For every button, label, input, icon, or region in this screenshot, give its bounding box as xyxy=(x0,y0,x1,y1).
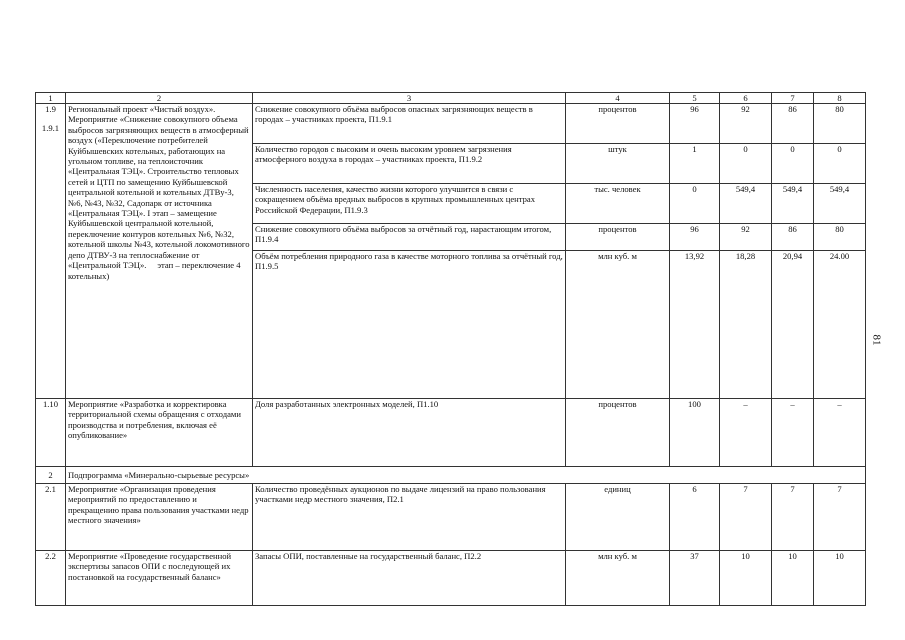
indicator-text: Снижение совокупного объёма выбросов опасных загрязняющих веществ в городах – участниках проекта, П1.9.1 xyxy=(253,104,566,144)
indicator-text: Численность населения, качество жизни которого улучшится в связи с сокращением объёма вредных выбросов в крупных промышленных центрах Российской Федерации, П1.9.3 xyxy=(253,184,566,224)
value-col6: 92 xyxy=(720,224,772,251)
unit-cell: процентов xyxy=(566,399,670,467)
header-col-7: 7 xyxy=(772,93,814,104)
indicator-text: Объём потребления природного газа в качестве моторного топлива за отчётный год, П1.9.5 xyxy=(253,251,566,399)
unit-cell: процентов xyxy=(566,224,670,251)
project-name: Региональный проект «Чистый воздух». xyxy=(68,104,216,114)
value-col7: 549,4 xyxy=(772,184,814,224)
unit-cell: млн куб. м xyxy=(566,251,670,399)
subprogram-name: Подпрограмма «Минерально-сырьевые ресурсы» xyxy=(66,467,866,484)
value-col5: 37 xyxy=(670,551,720,606)
indicator-text: Запасы ОПИ, поставленные на государственный баланс, П2.2 xyxy=(253,551,566,606)
row-number: 2.2 xyxy=(36,551,66,606)
activity-name: Мероприятие «Разработка и корректировка территориальной схемы обращения с отходами производства и потребления, включая её опубликование» xyxy=(66,399,253,467)
value-col6: – xyxy=(720,399,772,467)
header-col-4: 4 xyxy=(566,93,670,104)
value-col6: 18,28 xyxy=(720,251,772,399)
activity-cell xyxy=(66,104,253,399)
value-col7: 0 xyxy=(772,144,814,184)
value-col8: 80 xyxy=(814,224,866,251)
header-col-6: 6 xyxy=(720,93,772,104)
header-col-8: 8 xyxy=(814,93,866,104)
value-col8: 24.00 xyxy=(814,251,866,399)
row-number: 1.9 xyxy=(45,104,56,114)
value-col7: 20,94 xyxy=(772,251,814,399)
value-col6: 0 xyxy=(720,144,772,184)
indicator-text: Снижение совокупного объёма выбросов за отчётный год, нарастающим итогом, П1.9.4 xyxy=(253,224,566,251)
value-col8: 7 xyxy=(814,484,866,551)
row-number: 1.10 xyxy=(36,399,66,467)
value-col7: 7 xyxy=(772,484,814,551)
indicator-text: Количество городов с высоким и очень высоким уровнем загрязнения атмосферного воздуха в городах – участниках проекта, П1.9.2 xyxy=(253,144,566,184)
value-col8: 549,4 xyxy=(814,184,866,224)
value-col7: 10 xyxy=(772,551,814,606)
table-row xyxy=(36,467,866,484)
table-row xyxy=(36,104,866,144)
indicator-table xyxy=(35,92,866,606)
table-row xyxy=(36,399,866,467)
value-col5: 96 xyxy=(670,104,720,144)
row-subnumber: 1.9.1 xyxy=(41,123,60,134)
value-col8: 0 xyxy=(814,144,866,184)
table-row xyxy=(36,551,866,606)
value-col5: 100 xyxy=(670,399,720,467)
value-col5: 0 xyxy=(670,184,720,224)
value-col7: 86 xyxy=(772,104,814,144)
activity-name: Мероприятие «Снижение совокупного объема выбросов загрязняющих веществ в атмосферный воздух («Переключение потребителей Куйбышевских котельных, работающих на угольном топливе, на теплоисточник «Центральная ТЭЦ». Строительство тепловых сетей и ЦТП по замещению Куйбышевской центральной котельной и котельных ДТВу-3, №6, №43, №32, Садопарк от источника «Центральная ТЭЦ». I этап – замещение Куйбышевской центральной котельной, переключение контуров котельных №6, №32, котельной школы №43, котельной локомотивного депо ДТВУ-3 на теплоснабжение от «Центральной ТЭЦ». ⃞ этап – переключение 4 котельных) xyxy=(68,114,250,281)
row-number: 2 xyxy=(36,467,66,484)
value-col8: 10 xyxy=(814,551,866,606)
header-col-3: 3 xyxy=(253,93,566,104)
header-col-1: 1 xyxy=(36,93,66,104)
header-row xyxy=(36,93,866,104)
unit-cell: штук xyxy=(566,144,670,184)
table-row xyxy=(36,484,866,551)
unit-cell: процентов xyxy=(566,104,670,144)
header-col-5: 5 xyxy=(670,93,720,104)
value-col6: 549,4 xyxy=(720,184,772,224)
value-col8: 80 xyxy=(814,104,866,144)
page-number: 81 xyxy=(870,334,883,346)
indicator-text: Доля разработанных электронных моделей, П1.10 xyxy=(253,399,566,467)
indicator-text: Количество проведённых аукционов по выдаче лицензий на право пользования участками недр местного значения, П2.1 xyxy=(253,484,566,551)
value-col5: 1 xyxy=(670,144,720,184)
row-number-cell xyxy=(36,104,66,399)
value-col8: – xyxy=(814,399,866,467)
value-col6: 92 xyxy=(720,104,772,144)
value-col5: 6 xyxy=(670,484,720,551)
value-col7: – xyxy=(772,399,814,467)
row-number: 2.1 xyxy=(36,484,66,551)
value-col6: 10 xyxy=(720,551,772,606)
value-col7: 86 xyxy=(772,224,814,251)
activity-name: Мероприятие «Проведение государственной экспертизы запасов ОПИ с последующей их постановкой на государственный баланс» xyxy=(66,551,253,606)
unit-cell: млн куб. м xyxy=(566,551,670,606)
unit-cell: тыс. человек xyxy=(566,184,670,224)
value-col5: 96 xyxy=(670,224,720,251)
header-col-2: 2 xyxy=(66,93,253,104)
unit-cell: единиц xyxy=(566,484,670,551)
value-col6: 7 xyxy=(720,484,772,551)
value-col5: 13,92 xyxy=(670,251,720,399)
activity-name: Мероприятие «Организация проведения мероприятий по предоставлению и прекращению права пользования участками недр местного значения» xyxy=(66,484,253,551)
